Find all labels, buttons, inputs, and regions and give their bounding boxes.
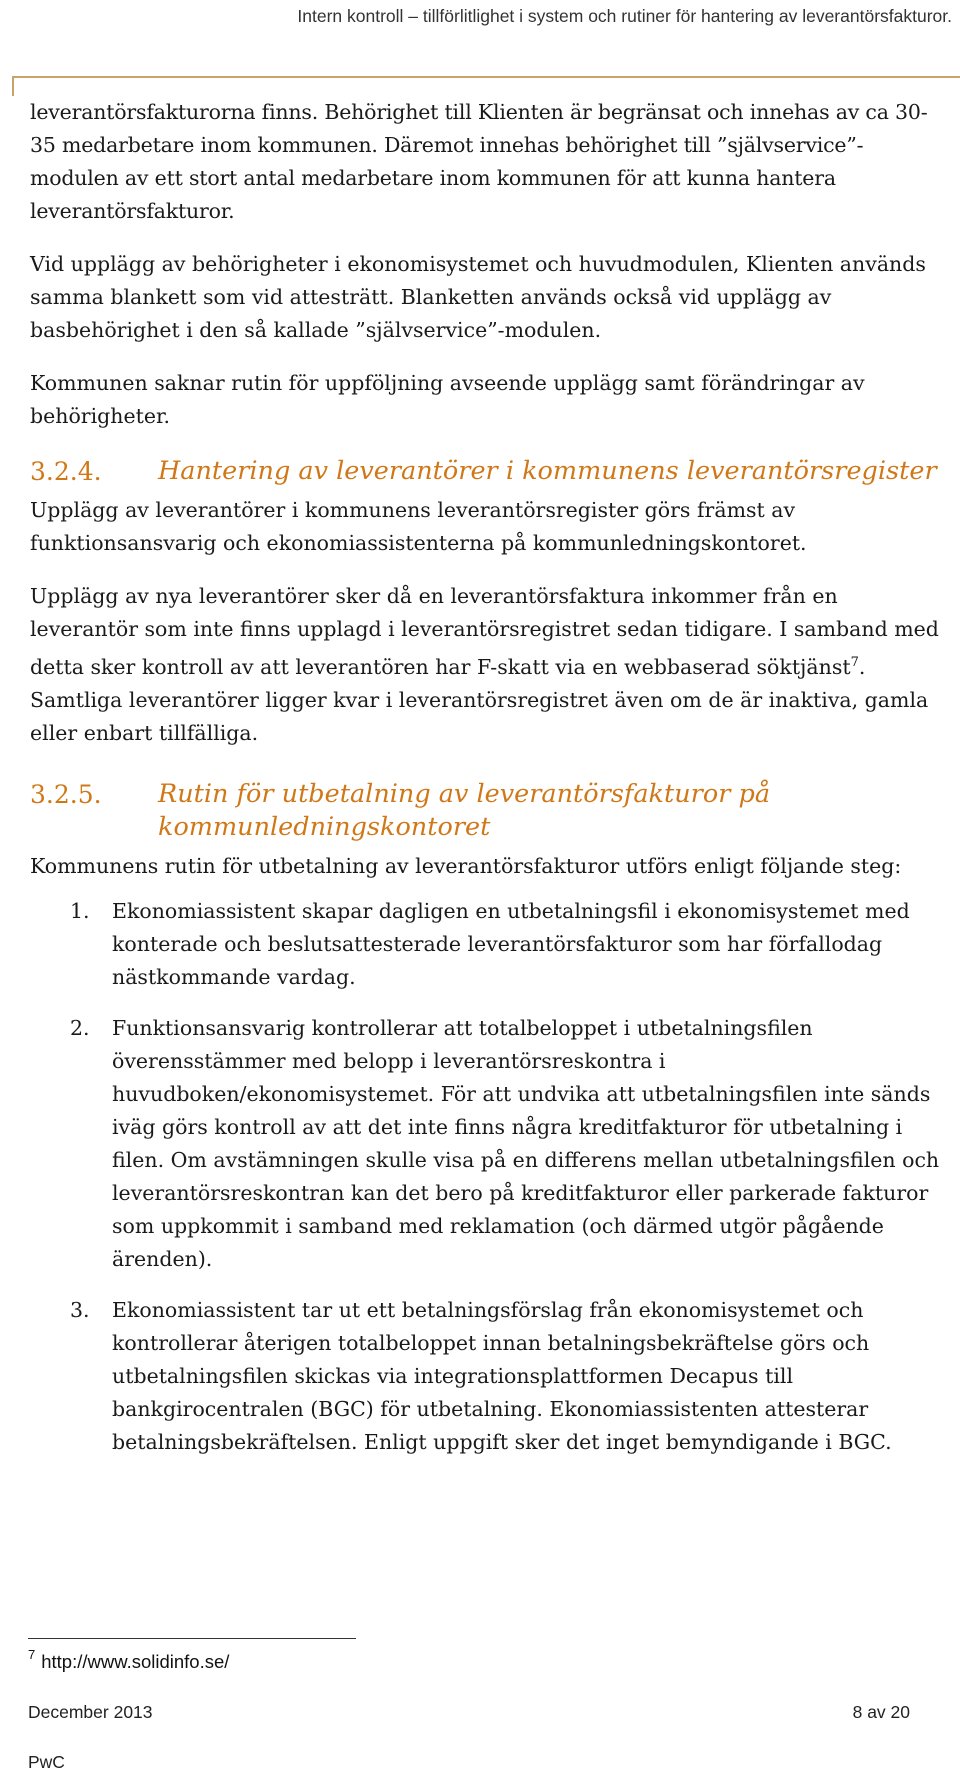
footnote-number: 7	[28, 1647, 36, 1662]
page-body	[30, 96, 945, 1477]
running-header: Intern kontroll – tillförlitlighet i system och rutiner för hantering av leverantörsfakturor.	[297, 6, 952, 26]
footnote-link[interactable]: http://www.solidinfo.se/	[41, 1651, 230, 1672]
paragraph: Upplägg av leverantörer i kommunens leverantörsregister görs främst av funktionsansvarig och ekonomiassistenterna på kommunledningskontoret.	[30, 498, 807, 555]
section-heading	[30, 778, 945, 844]
list-number: 1.	[70, 899, 90, 923]
corner-rule	[12, 76, 960, 96]
section-title: Hantering av leverantörer i kommunens leverantörsregister	[158, 456, 937, 486]
paragraph	[30, 580, 945, 750]
list-item	[30, 895, 945, 994]
footer-brand: PwC	[28, 1752, 65, 1772]
paragraph: Kommunen saknar rutin för uppföljning avseende upplägg samt förändringar av behörigheter.	[30, 371, 865, 428]
list-number: 2.	[70, 1016, 90, 1040]
paragraph: Vid upplägg av behörigheter i ekonomisystemet och huvudmodulen, Klienten används samma blankett som vid attesträtt. Blanketten används också vid upplägg av basbehörighet i den så kallade ”självservice”-modulen.	[30, 252, 926, 342]
list-number: 3.	[70, 1298, 90, 1322]
page-number: 8 av 20	[852, 1702, 910, 1722]
paragraph: leverantörsfakturorna finns. Behörighet till Klienten är begränsat och innehas av ca 30-35 medarbetare inom kommunen. Däremot innehas behörighet till ”självservice”-modulen av ett stort antal medarbetare inom kommunen för att kunna hantera leverantörsfakturor.	[30, 100, 928, 223]
steps-list	[30, 895, 945, 1459]
footnote-ref[interactable]: 7	[850, 655, 859, 670]
paragraph-text: . Samtliga leverantörer ligger kvar i leverantörsregistret även om de är inaktiva, gamla eller enbart tillfälliga.	[30, 655, 929, 745]
list-text: Funktionsansvarig kontrollerar att totalbeloppet i utbetalningsfilen överensstämmer med belopp i leverantörsreskontra i huvudboken/ekonomisystemet. För att undvika att utbetalningsfilen inte sänds iväg görs kontroll av att det inte finns några kreditfakturor för utbetalning i filen. Om avstämningen skulle visa på en differens mellan utbetalningsfilen och leverantörsreskontran kan det bero på kreditfakturor eller parkerade fakturor som uppkommit i samband med reklamation (och därmed utgör pågående ärenden).	[112, 1016, 940, 1271]
footnote-separator	[28, 1638, 356, 1639]
paragraph: Kommunens rutin för utbetalning av leverantörsfakturor utförs enligt följande steg:	[30, 854, 902, 878]
paragraph-text: Upplägg av nya leverantörer sker då en leverantörsfaktura inkommer från en leverantör som inte finns upplagd i leverantörsregistret sedan tidigare. I samband med detta sker kontroll av att leverantören har F-skatt via en webbaserad söktjänst	[30, 584, 939, 679]
footnote	[28, 1647, 229, 1673]
section-number: 3.2.5.	[30, 780, 102, 809]
section-heading	[30, 455, 945, 488]
list-text: Ekonomiassistent skapar dagligen en utbetalningsfil i ekonomisystemet med konterade och beslutsattesterade leverantörsfakturor som har förfallodag nästkommande vardag.	[112, 899, 910, 989]
section-number: 3.2.4.	[30, 457, 102, 486]
list-item	[30, 1294, 945, 1459]
section-title: Rutin för utbetalning av leverantörsfakturor på kommunledningskontoret	[158, 779, 771, 842]
footer-date: December 2013	[28, 1702, 153, 1722]
list-item	[30, 1012, 945, 1276]
list-text: Ekonomiassistent tar ut ett betalningsförslag från ekonomisystemet och kontrollerar återigen totalbeloppet innan betalningsbekräftelse görs och utbetalningsfilen skickas via integrationsplattformen Decapus till bankgirocentralen (BGC) för utbetalning. Ekonomiassistenten attesterar betalningsbekräftelsen. Enligt uppgift sker det inget bemyndigande i BGC.	[112, 1298, 892, 1454]
